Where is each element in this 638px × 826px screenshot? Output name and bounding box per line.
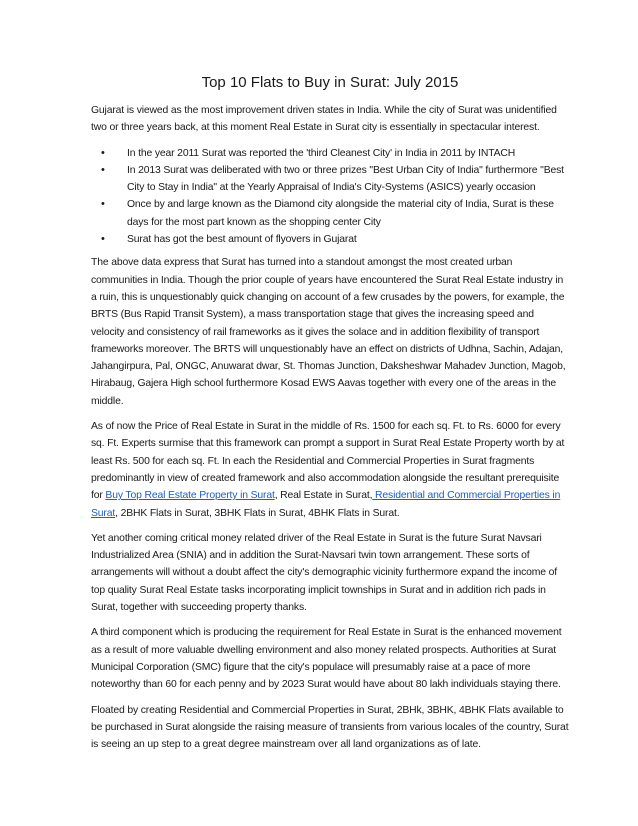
list-item xyxy=(101,145,569,162)
bullet-icon: • xyxy=(101,198,105,211)
price-paragraph xyxy=(91,418,569,522)
bullet-icon: • xyxy=(101,146,105,159)
list-item-text: Once by and large known as the Diamond city alongside the material city of India, Surat is these days for the most part known as the shopping center City xyxy=(127,199,554,228)
closing-paragraph: Floated by creating Residential and Commercial Properties in Surat, 2BHk, 3BHK, 4BHK Flats available to be purchased in Surat alongside the raising measure of transients from various locales of the country, Surat is seeing an up step to a great degree mainstream over all land organizations as of late. xyxy=(91,704,569,751)
buy-property-link[interactable]: Buy Top Real Estate Property in Surat xyxy=(105,490,275,502)
population-paragraph: A third component which is producing the requirement for Real Estate in Surat is the enhanced movement as a result of more valuable dwelling environment and also money related prospects. Authorities at Surat Municipal Corporation (SMC) figure that the city's populace will presumably raise at a pace of more noteworthy than 60 for each penny and by 2023 Surat would have about 80 lakh individuals staying there. xyxy=(91,627,562,691)
document-page xyxy=(91,74,569,761)
snia-paragraph: Yet another coming critical money related driver of the Real Estate in Surat is the future Surat Navsari Industrialized Area (SNIA) and in addition the Surat-Navsari twin town arrangement. These sorts of arrangements will without a doubt affect the city's demographic vicinity furthermore expand the income of top quality Surat Real Estate tasks incorporating implicit townships in Surat and in addition rich pads in Surat, together with succeeding property thanks. xyxy=(91,532,557,614)
list-item xyxy=(101,196,569,231)
brts-paragraph: The above data express that Surat has turned into a standout amongst the most created urban communities in India. Though the prior couple of years have encountered the Surat Real Estate industry in a ruin, this is unquestionably quick changing on account of a few crusades by the powers, for example, the BRTS (Bus Rapid Transit System), a mass transportation stage that gives the increasing speed and velocity and consistency of rail frameworks as it gives the solace and in addition flexibility of transport frameworks moreover. The BRTS will unquestionably have an effect on districts of Udhna, Sachin, Adajan, Jahangirpura, Pal, ONGC, Anuwarat dwar, St. Thomas Junction, Daksheshwar Mahadev Junction, Magob, Hirabaug, Gajera High school furthermore Kosad EWS Aavas together with every one of the areas in the middle. xyxy=(91,257,566,407)
list-item xyxy=(101,231,569,248)
residential-commercial-link[interactable]: Residential and Commercial Properties in Surat xyxy=(91,490,561,519)
bullet-icon: • xyxy=(101,233,105,246)
price-paragraph-text: As of now the Price of Real Estate in Surat in the middle of Rs. 1500 for each sq. Ft. to Rs. 6000 for every sq. Ft. Experts surmise that this framework can prompt a support in Surat Real Estate Property worth by at least Rs. 500 for each sq. Ft. In each the Residential and Commercial Properties in Surat fragments predominantly in view of created framework and also accommodation alongside the resultant prerequisite for xyxy=(91,421,565,502)
price-paragraph-tail: , 2BHK Flats in Surat, 3BHK Flats in Surat, 4BHK Flats in Surat. xyxy=(115,507,400,519)
facts-list xyxy=(91,145,569,249)
list-item-text: In the year 2011 Surat was reported the 'third Cleanest City' in India in 2011 by INTACH xyxy=(127,147,516,159)
price-paragraph-mid: , Real Estate in Surat, xyxy=(274,490,373,502)
list-item xyxy=(101,162,569,197)
intro-paragraph: Gujarat is viewed as the most improvement driven states in India. While the city of Surat was unidentified two or three years back, at this moment Real Estate in Surat city is essentially in spectacular interest. xyxy=(91,105,557,134)
list-item-text: Surat has got the best amount of flyovers in Gujarat xyxy=(127,234,357,246)
bullet-icon: • xyxy=(101,163,105,176)
document-title: Top 10 Flats to Buy in Surat: July 2015 xyxy=(201,74,459,91)
list-item-text: In 2013 Surat was deliberated with two or three prizes "Best Urban City of India" furthermore "Best City to Stay in India" at the Yearly Appraisal of India's City-Systems (ASICS) yearly occasion xyxy=(127,164,564,194)
